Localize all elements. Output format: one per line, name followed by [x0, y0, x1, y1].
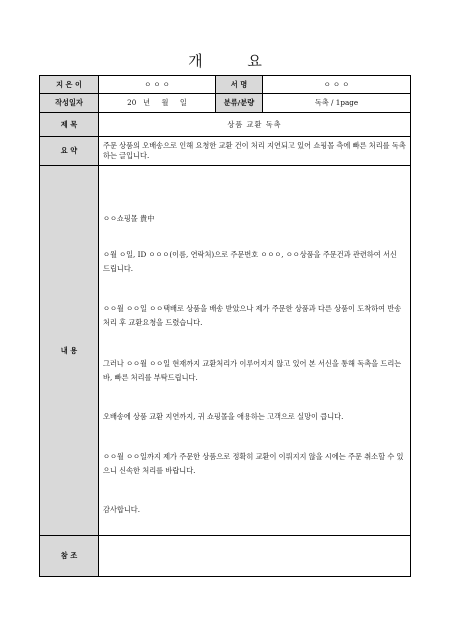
- category-value: 독촉 / 1page: [263, 94, 411, 113]
- document-title: 개 요: [188, 52, 282, 70]
- signature-label: 서 명: [216, 76, 263, 94]
- row-author: [40, 76, 411, 94]
- subject-value: 상품 교환 독촉: [99, 113, 411, 137]
- summary-label: 요 약: [40, 137, 99, 166]
- row-subject: [40, 113, 411, 137]
- body-paragraph-5: ㅇㅇ월 ㅇㅇ일까지 제가 주문한 상품으로 정확히 교환이 이뤄지지 않을 시에는 주문 취소할 수 있으니 신속한 처리를 바랍니다.: [103, 451, 404, 475]
- row-date: [40, 94, 411, 113]
- summary-value: 주문 상품의 오배송으로 인해 요청한 교환 건이 처리 지연되고 있어 쇼핑몰 측에 빠른 처리를 독촉하는 글입니다.: [99, 137, 411, 166]
- subject-label: 제 목: [40, 113, 99, 137]
- body-paragraph-3: 그러나 ㅇㅇ월 ㅇㅇ일 현재까지 교환처리가 이루어지지 않고 있어 본 서신을 통해 독촉을 드리는 바, 빠른 처리를 부탁드립니다.: [103, 358, 402, 382]
- salutation: ㅇㅇ쇼핑몰 貴中: [103, 213, 155, 223]
- signature-value: ㅇ ㅇ ㅇ: [263, 76, 411, 94]
- date-label: 작성일자: [40, 94, 99, 113]
- body-paragraph-1: ㅇ월 ㅇ일, ID ㅇㅇㅇ(이름, 연락처)으로 주문번호 ㅇㅇㅇ, ㅇㅇ상품을 주문건과 관련하여 서신 드립니다.: [103, 249, 397, 273]
- overview-table: [39, 75, 411, 577]
- date-value: 20 년 월 일: [99, 94, 216, 113]
- content-body: [99, 166, 411, 536]
- content-label: 내 용: [40, 166, 99, 536]
- reference-label: 참 조: [40, 536, 99, 577]
- row-summary: [40, 137, 411, 166]
- body-paragraph-4: 오배송에 상품 교환 지연까지, 귀 쇼핑몰을 애용하는 고객으로 실망이 큽니다.: [103, 411, 344, 421]
- reference-value: [99, 536, 411, 577]
- row-content: [40, 166, 411, 536]
- author-value: ㅇ ㅇ ㅇ: [99, 76, 216, 94]
- author-label: 지 은 이: [40, 76, 99, 94]
- row-reference: [40, 536, 411, 577]
- closing: 감사합니다.: [103, 504, 141, 514]
- body-paragraph-2: ㅇㅇ월 ㅇㅇ일 ㅇㅇ택배로 상품을 배송 받았으나 제가 주문한 상품과 다른 상품이 도착하여 반송처리 후 교환요청을 드렸습니다.: [103, 303, 402, 327]
- category-label: 분류/분량: [216, 94, 263, 113]
